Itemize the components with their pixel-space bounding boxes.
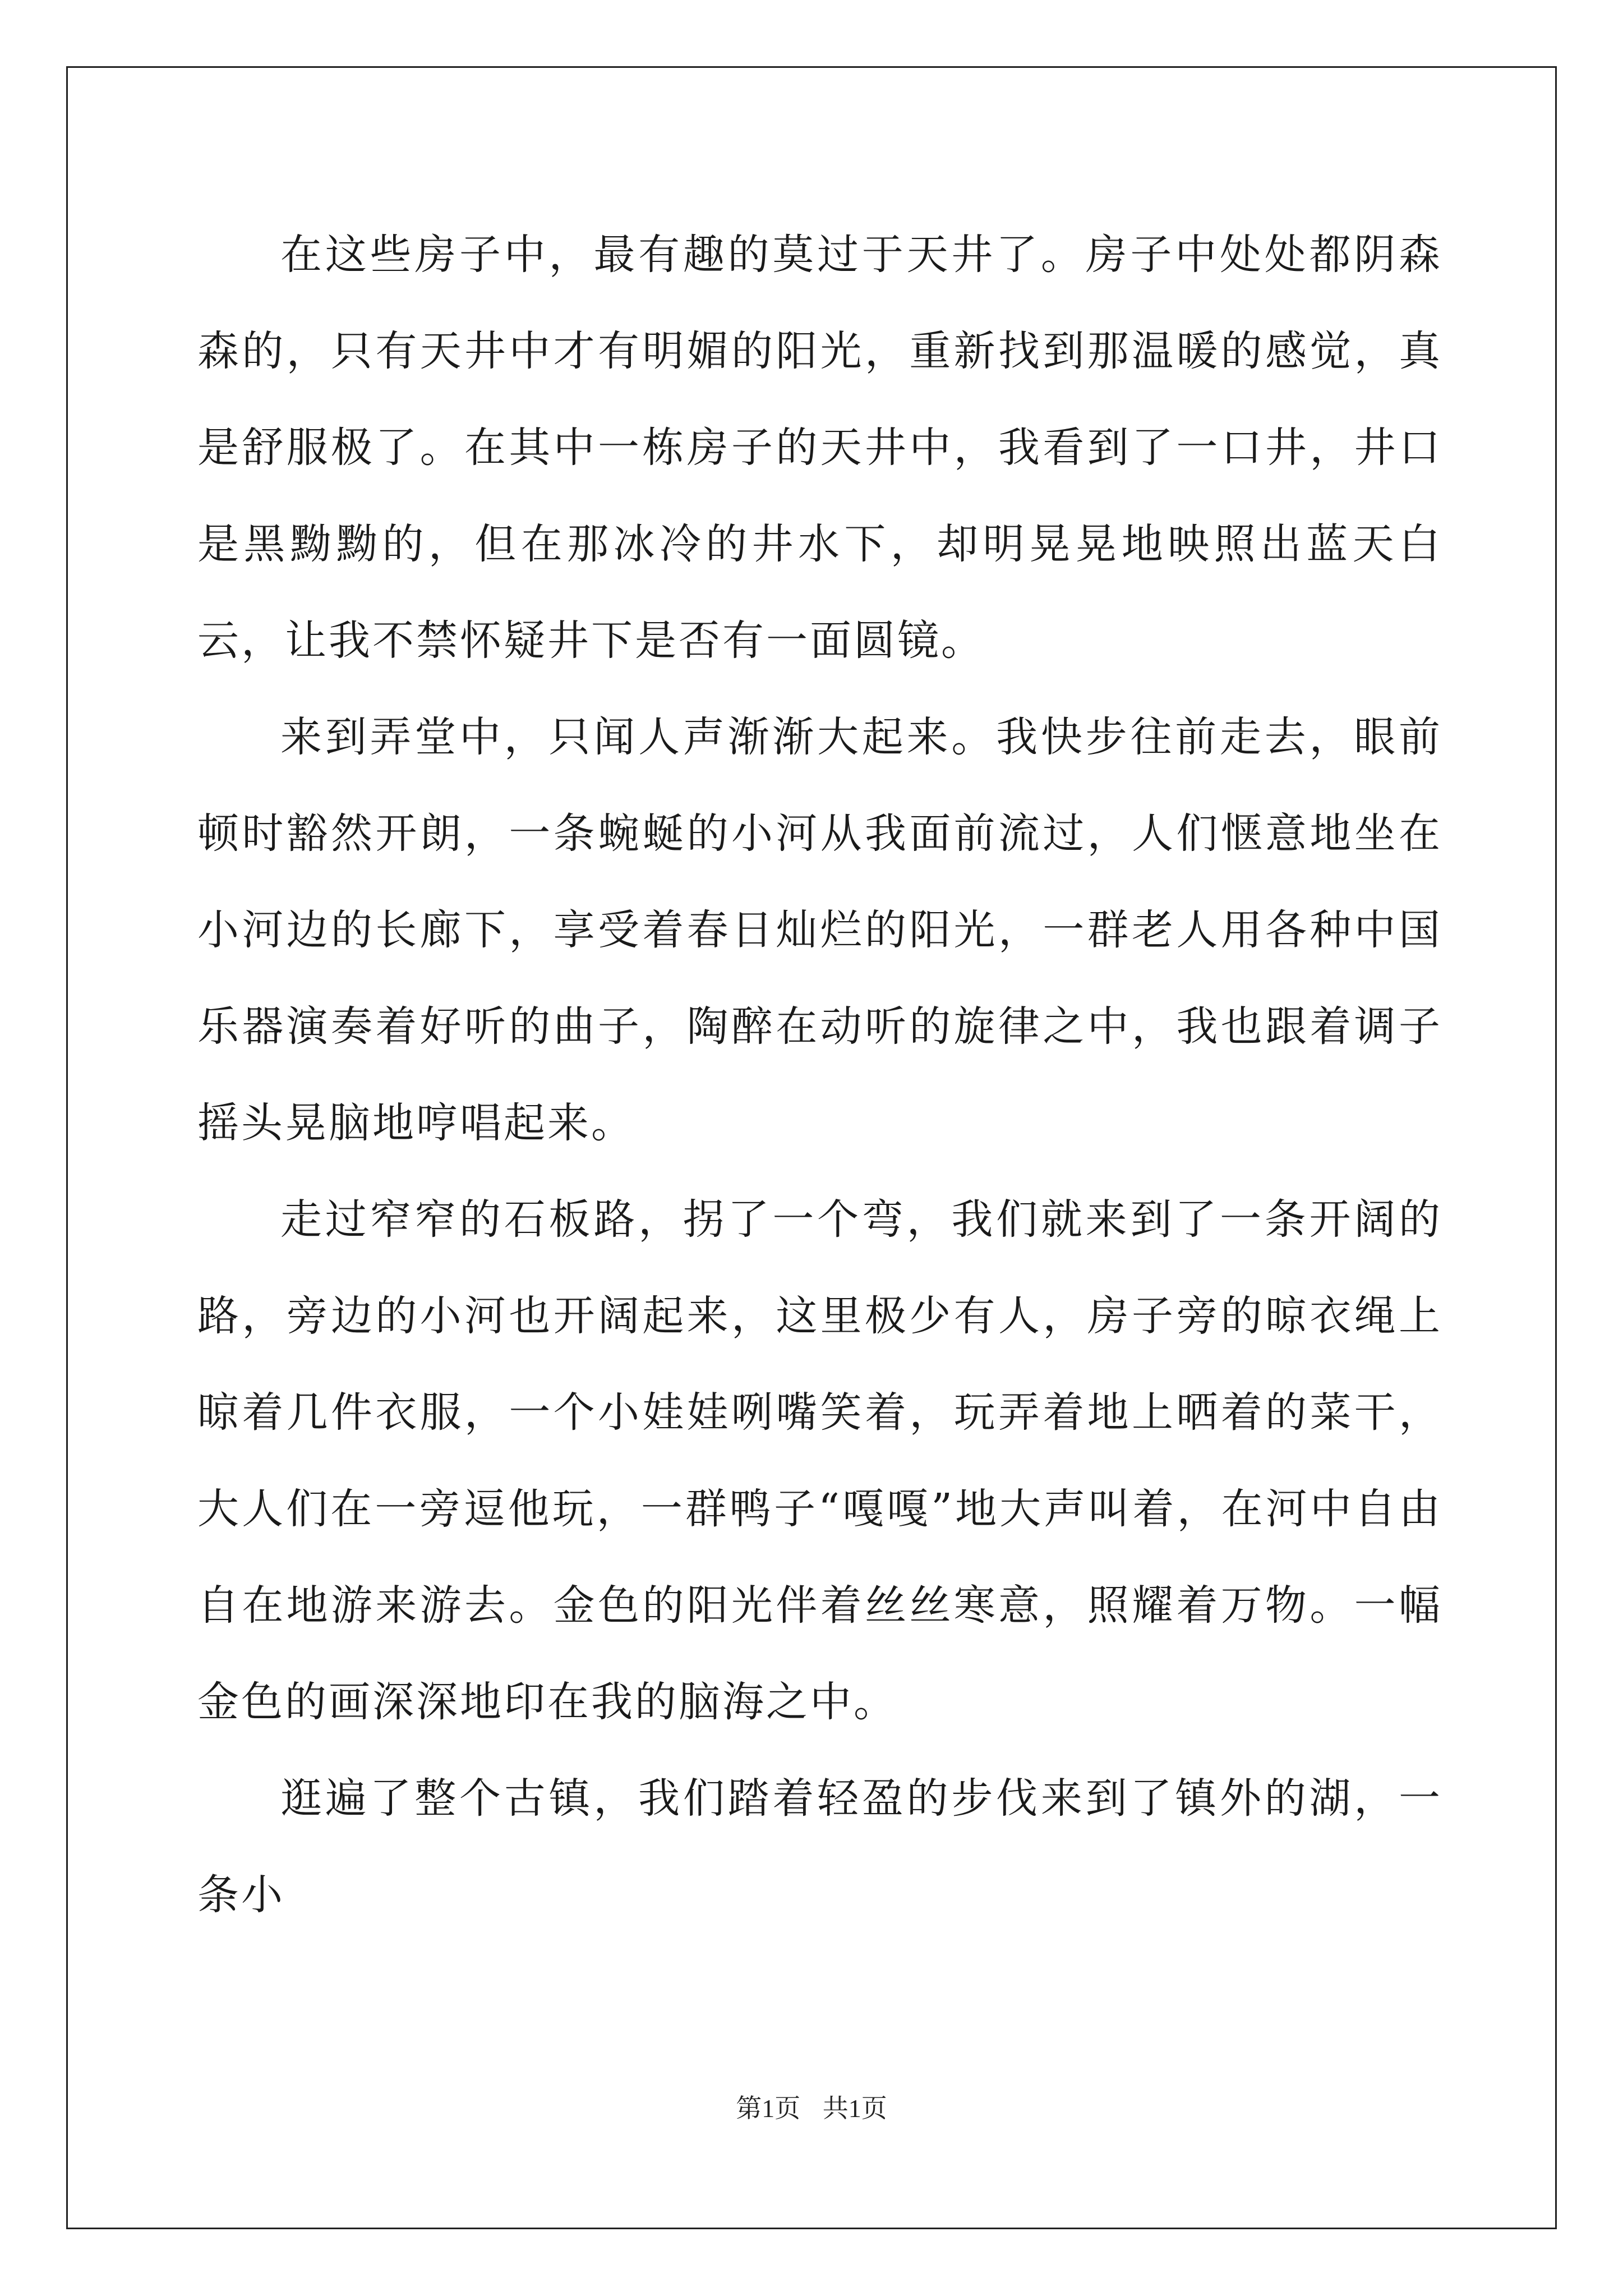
document-body	[197, 206, 1442, 1943]
page-total: 共1页	[822, 2094, 887, 2123]
page-number: 第1页	[736, 2094, 801, 2123]
paragraph-tianjing: 在这些房子中，最有趣的莫过于天井了。房子中处处都阴森森的，只有天井中才有明媚的阳光，重新找到那温暖的感觉，真是舒服极了。在其中一栋房子的天井中，我看到了一口井，井口是黑黝黝的，但在那冰冷的井水下，却明晃晃地映照出蓝天白云，让我不禁怀疑井下是否有一面圆镜。	[197, 231, 1442, 665]
page-footer	[0, 2088, 1623, 2125]
paragraph-longtang: 来到弄堂中，只闻人声渐渐大起来。我快步往前走去，眼前顿时豁然开朗，一条蜿蜒的小河从我面前流过，人们惬意地坐在小河边的长廊下，享受着春日灿烂的阳光，一群老人用各种中国乐器演奏着好听的曲子，陶醉在动听的旋律之中，我也跟着调子摇头晃脑地哼唱起来。	[197, 713, 1442, 1147]
paragraph-shiban-road: 走过窄窄的石板路，拐了一个弯，我们就来到了一条开阔的路，旁边的小河也开阔起来，这里极少有人，房子旁的晾衣绳上晾着几件衣服，一个小娃娃咧嘴笑着，玩弄着地上晒着的菜干，大人们在一旁逗他玩，一群鸭子“嘎嘎”地大声叫着，在河中自由自在地游来游去。金色的阳光伴着丝丝寒意，照耀着万物。一幅金色的画深深地印在我的脑海之中。	[197, 1195, 1442, 1726]
paragraph-lake: 逛遍了整个古镇，我们踏着轻盈的步伐来到了镇外的湖，一条小	[197, 1774, 1442, 1919]
